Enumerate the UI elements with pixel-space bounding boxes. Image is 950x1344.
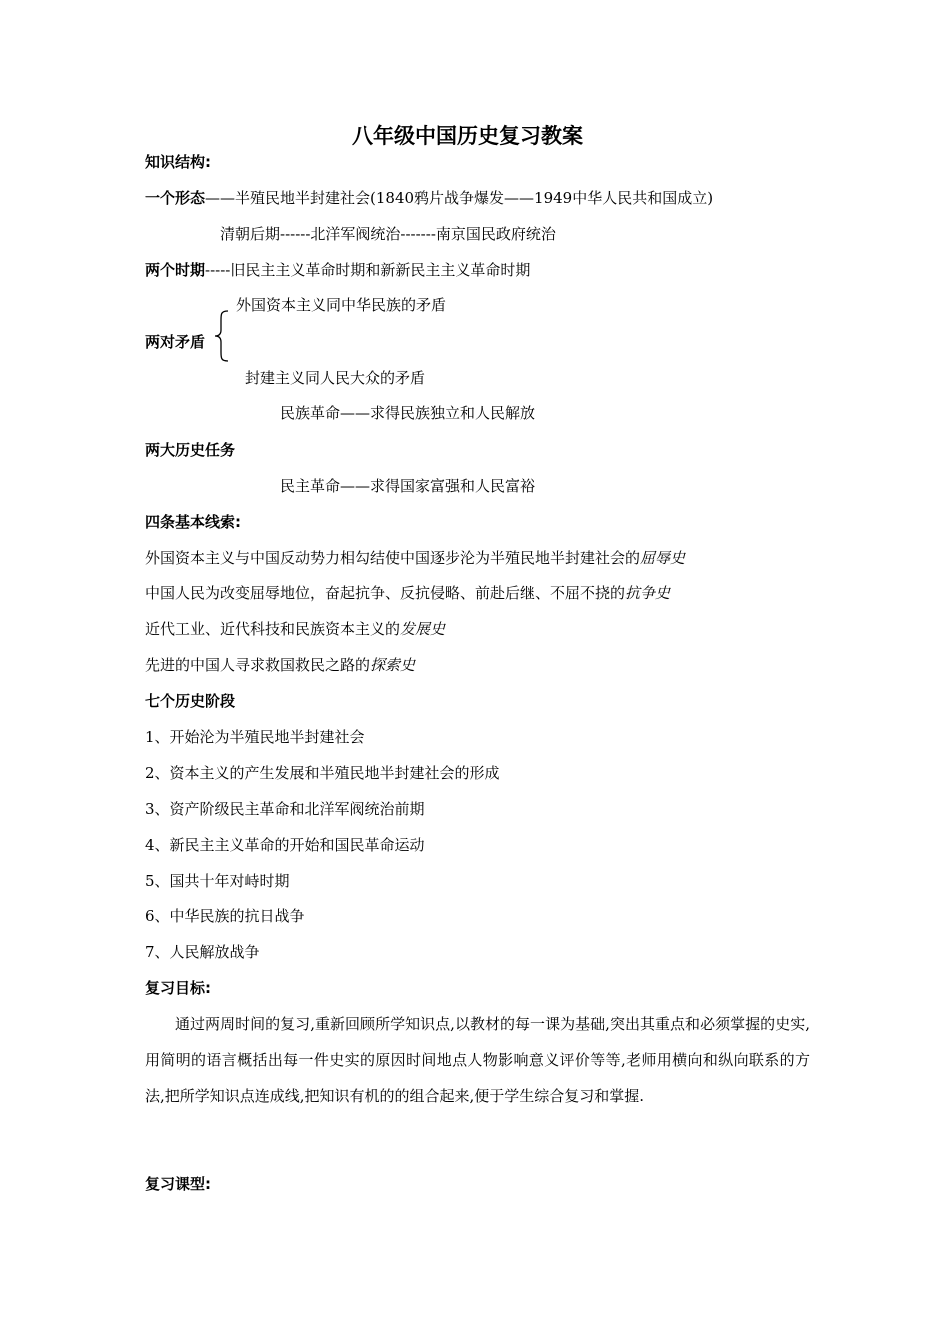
clue-emphasis: 发展史	[400, 620, 446, 638]
review-goal-paragraph: 通过两周时间的复习,重新回顾所学知识点,以教材的每一课为基础,突出其重点和必须掌握的史实,用简明的语言概括出每一件史实的原因时间地点人物影响意义评价等等,老师用横向和纵向联系的方法,把所学知识点连成线,把知识有机的的组合起来,便于学生综合复习和掌握.	[145, 1015, 810, 1105]
stage-item: 1、开始沦为半殖民地半封建社会	[145, 728, 365, 746]
stage-item: 7、人民解放战争	[145, 943, 260, 961]
seven-stages-heading: 七个历史阶段	[145, 692, 236, 710]
review-type-heading: 复习课型:	[145, 1175, 211, 1193]
page-title: 八年级中国历史复习教案	[352, 124, 583, 148]
task-item-2: 民主革命——求得国家富强和人民富裕	[280, 477, 536, 495]
two-tasks-label: 两大历史任务	[145, 441, 236, 459]
clue-emphasis: 屈辱史	[640, 549, 686, 567]
clue-item	[145, 619, 445, 639]
stage-item: 4、新民主主义革命的开始和国民革命运动	[145, 836, 425, 854]
clue-item	[145, 655, 415, 675]
contradiction-item-1: 外国资本主义同中华民族的矛盾	[236, 296, 447, 314]
one-form-periods: 清朝后期------北洋军阀统治-------南京国民政府统治	[220, 225, 556, 243]
clue-text: 先进的中国人寻求救国救民之路的	[145, 656, 371, 674]
task-item-1: 民族革命——求得民族独立和人民解放	[280, 404, 536, 422]
one-form-label: 一个形态	[145, 189, 206, 207]
stage-item: 3、资产阶级民主革命和北洋军阀统治前期	[145, 800, 425, 818]
clue-emphasis: 探索史	[370, 656, 416, 674]
knowledge-structure-heading: 知识结构:	[145, 153, 211, 171]
stage-item: 6、中华民族的抗日战争	[145, 907, 305, 925]
clue-text: 外国资本主义与中国反动势力相勾结使中国逐步沦为半殖民地半封建社会的	[145, 549, 641, 567]
clue-emphasis: 抗争史	[625, 584, 671, 602]
clue-text: 中国人民为改变屈辱地位，奋起抗争、反抗侵略、前赴后继、不屈不挠的	[145, 584, 626, 602]
two-periods-label: 两个时期	[145, 261, 206, 279]
one-form-line	[145, 188, 713, 208]
two-periods-text: -----旧民主主义革命时期和新新民主主义革命时期	[205, 261, 531, 279]
clue-item	[145, 583, 670, 603]
contradiction-item-2: 封建主义同人民大众的矛盾	[245, 369, 426, 387]
stage-item: 5、国共十年对峙时期	[145, 872, 290, 890]
one-form-text: ——半殖民地半封建社会(1840鸦片战争爆发——1949中华人民共和国成立)	[205, 189, 714, 207]
clue-item	[145, 548, 685, 568]
four-clues-heading: 四条基本线索:	[145, 513, 241, 531]
review-goal-heading: 复习目标:	[145, 979, 211, 997]
stage-item: 2、资本主义的产生发展和半殖民地半封建社会的形成	[145, 764, 500, 782]
two-contradictions-label: 两对矛盾	[145, 333, 206, 351]
curly-brace-icon	[212, 310, 232, 362]
two-periods-line	[145, 260, 530, 280]
clue-text: 近代工业、近代科技和民族资本主义的	[145, 620, 401, 638]
